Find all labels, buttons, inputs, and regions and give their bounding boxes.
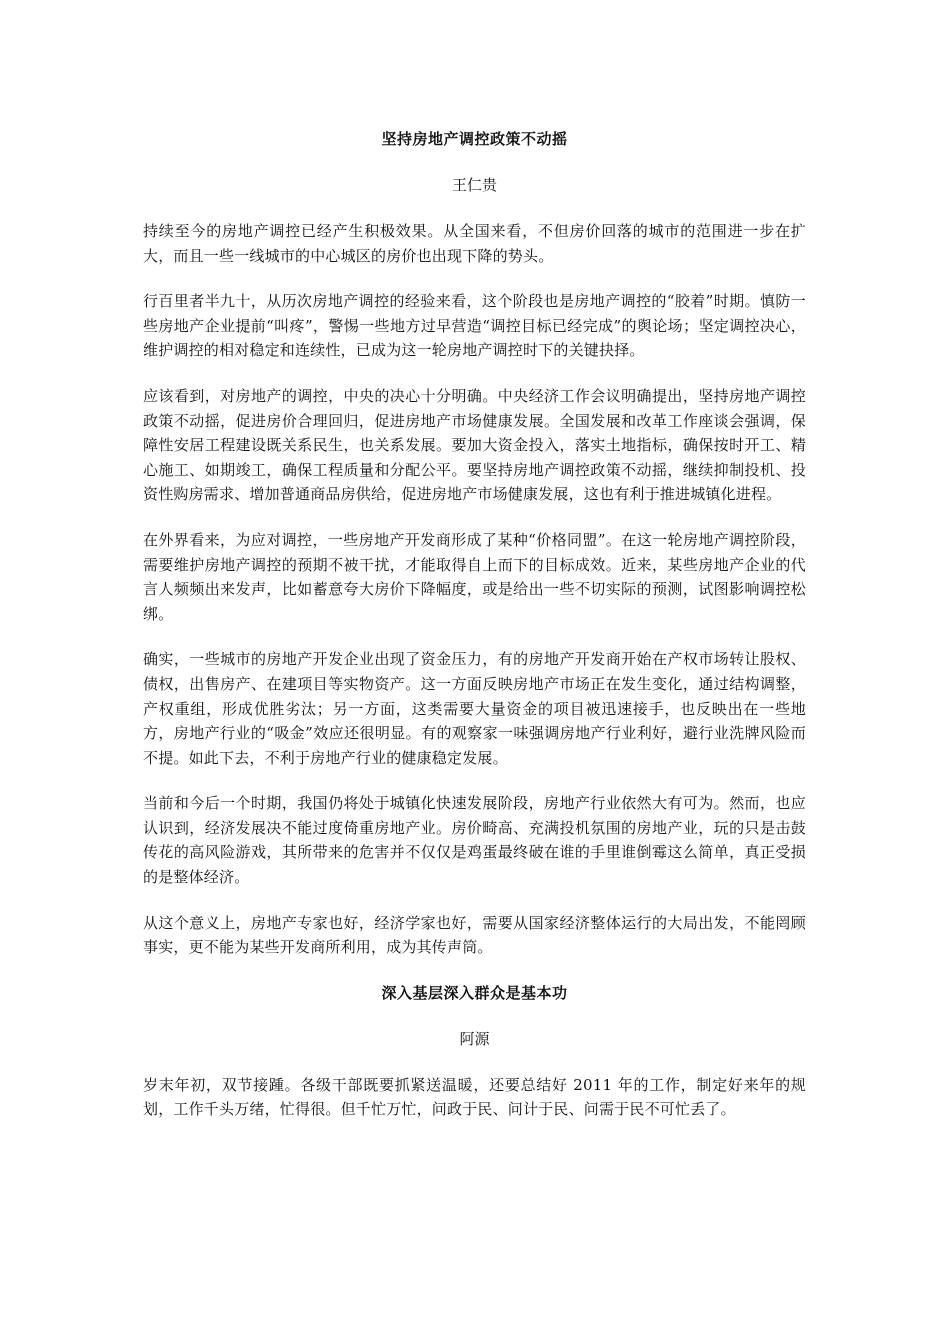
paragraph: 确实，一些城市的房地产开发企业出现了资金压力，有的房地产开发商开始在产权市场转让股权、债权，出售房产、在建项目等实物资产。这一方面反映房地产市场正在发生变化，通过结构调整，产权重组，形成优胜劣汰；另一方面，这类需要大量资金的项目被迅速接手，也反映出在一些地方，房地产行业的“吸金”效应还很明显。有的观察家一味强调房地产行业利好，避行业洗牌风险而不提。如此下去，不利于房地产行业的健康稳定发展。 (143, 650, 806, 767)
paragraph: 行百里者半九十，从历次房地产调控的经验来看，这个阶段也是房地产调控的“胶着”时期。慎防一些房地产企业提前“叫疼”，警惕一些地方过早营造“调控目标已经完成”的舆论场；坚定调控决心，维护调控的相对稳定和连续性，已成为这一轮房地产调控时下的关键抉择。 (143, 292, 806, 360)
paragraph: 持续至今的房地产调控已经产生积极效果。从全国来看，不但房价回落的城市的范围进一步在扩大，而且一些一线城市的中心城区的房价也出现下降的势头。 (143, 222, 806, 265)
paragraph: 在外界看来，为应对调控，一些房地产开发商形成了某种“价格同盟”。在这一轮房地产调控阶段，需要维护房地产调控的预期不被干扰，才能取得自上而下的目标成效。近来，某些房地产企业的代言人频频出来发声，比如蓄意夸大房价下降幅度，或是给出一些不切实际的预测，试图影响调控松绑。 (143, 530, 806, 623)
paragraph: 从这个意义上，房地产专家也好，经济学家也好，需要从国家经济整体运行的大局出发，不能罔顾事实，更不能为某些开发商所利用，成为其传声筒。 (143, 913, 806, 957)
paragraph: 岁末年初，双节接踵。各级干部既要抓紧送温暖，还要总结好 2011 年的工作，制定好来年的规划，工作千头万绪，忙得很。但千忙万忙，问政于民、问计于民、问需于民不可忙丢了。 (143, 1075, 806, 1119)
article-author: 王仁贵 (451, 176, 497, 194)
article-title: 坚持房地产调控政策不动摇 (381, 130, 568, 148)
paragraph: 当前和今后一个时期，我国仍将处于城镇化快速发展阶段，房地产行业依然大有可为。然而，也应认识到，经济发展决不能过度倚重房地产业。房价畸高、充满投机氛围的房地产业，玩的只是击鼓传花的高风险游戏，其所带来的危害并不仅仅是鸡蛋最终破在谁的手里谁倒霉这么简单，真正受损的是整体经济。 (143, 794, 806, 887)
document-body (143, 127, 806, 1122)
article-2 (143, 981, 806, 1122)
article-author: 阿源 (459, 1029, 490, 1048)
article-title: 深入基层深入群众是基本功 (381, 983, 568, 1002)
article-1 (143, 127, 806, 960)
paragraph: 应该看到，对房地产的调控，中央的决心十分明确。中央经济工作会议明确提出，坚持房地产调控政策不动摇，促进房价合理回归，促进房地产市场健康发展。全国发展和改革工作座谈会强调，保障性安居工程建设既关系民生，也关系发展。要加大资金投入，落实土地指标，确保按时开工、精心施工、如期竣工，确保工程质量和分配公平。要坚持房地产调控政策不动摇，继续抑制投机、投资性购房需求、增加普通商品房供给，促进房地产市场健康发展，这也有利于推进城镇化进程。 (143, 386, 806, 504)
